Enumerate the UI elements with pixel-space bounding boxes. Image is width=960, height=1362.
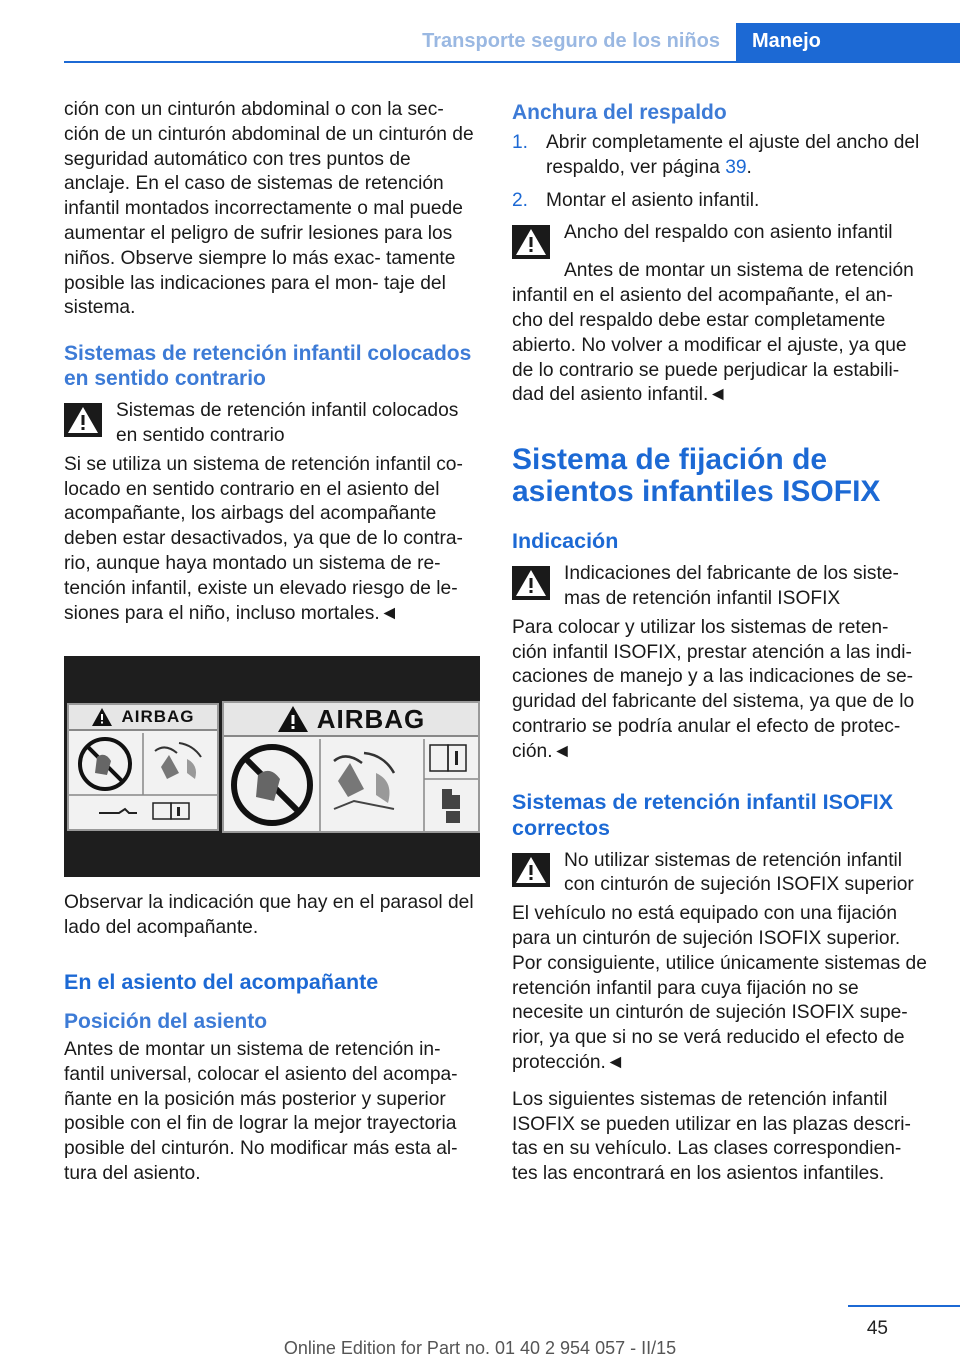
- seat-position-paragraph: Antes de montar un sistema de retención in- fantil universal, colocar el asiento del acompa- ñante en la posición más posterior y superior posible con el fin de lograr la mejor trayectoria posible del cinturón. No modificar más esta al- tura del asiento.: [64, 1038, 458, 1184]
- heading-passenger-seat: En el asiento del acompañante: [64, 969, 379, 994]
- warning-rearward-text: Si se utiliza un sistema de retención infantil co- locado en sentido contrario en el asiento del acompañante, los airbags del acompañante deben estar desactivados, ya que de lo contra- rio, aunque haya montado un sistema de re- tención infantil, existe un elevado riesgo de le- siones para el niño, incluso mortales.◄: [64, 453, 463, 624]
- warning-triangle-icon: [64, 403, 102, 437]
- warning-rearward-title: Sistemas de retención infantil colocados en sentido contrario: [116, 400, 459, 446]
- footer-divider: [848, 1305, 960, 1307]
- rear-facing-seat-prohibited-icon: [224, 739, 478, 831]
- rear-facing-seat-prohibited-icon: [69, 733, 217, 829]
- warning-triangle-icon: [512, 225, 550, 259]
- warning-backrest-width: [512, 221, 928, 265]
- header-section-title: Transporte seguro de los niños: [422, 30, 720, 52]
- heading-indicacion: Indicación: [512, 529, 619, 554]
- heading-seat-position: Posición del asiento: [64, 1009, 268, 1033]
- warning-triangle-icon: [91, 707, 113, 727]
- airbag-label-figure: [64, 656, 480, 877]
- airbag-label-big: [222, 701, 480, 833]
- airbag-label-small-text: AIRBAG: [121, 707, 195, 727]
- step-item: [512, 131, 928, 181]
- page-number: 45: [866, 1318, 888, 1339]
- heading-correct-isofix: Sistemas de retención infantil ISOFIX correctos: [512, 789, 894, 840]
- airbag-label-small: [67, 703, 219, 831]
- step-text-end: .: [746, 156, 752, 178]
- warning-backrest-text: Antes de montar un sistema de retención infantil en el asiento del acompañante, el an- cho del respaldo debe estar completamente abierto. No volver a modificar el ajuste, ya que de lo contrario se puede perjudicar la estabili- dad del asiento infantil.◄: [512, 260, 914, 406]
- warning-triangle-icon: [512, 853, 550, 887]
- step-item: [512, 189, 928, 214]
- backrest-steps-list: [512, 131, 928, 213]
- figure-caption: Observar la indicación que hay en el parasol del lado del acompañante.: [64, 892, 474, 939]
- heading-rearward-restraints: Sistemas de retención infantil colocados en sentido contrario: [64, 342, 472, 391]
- airbag-label-small-header: [69, 705, 217, 731]
- warning-triangle-icon: [277, 705, 309, 733]
- warning-top-tether-title: No utilizar sistemas de retención infantil con cinturón de sujeción ISOFIX superior: [564, 849, 914, 896]
- airbag-label-big-header: [224, 703, 478, 737]
- step-text: Abrir completamente el ajuste del ancho del respaldo, ver página: [546, 132, 920, 178]
- warning-isofix-manufacturer: [512, 562, 928, 612]
- warning-isofix-title: Indicaciones del fabricante de los siste- mas de retención infantil ISOFIX: [564, 563, 899, 609]
- heading-backrest-width: Anchura del respaldo: [512, 101, 727, 124]
- warning-backrest-title: Ancho del respaldo con asiento infantil: [564, 222, 893, 244]
- warning-isofix-text: Para colocar y utilizar los sistemas de reten- ción infantil ISOFIX, prestar atención a las indi- caciones de manejo y a las indicaciones de se- guridad del fabricante del sistema, ya que de lo contrario se podría anular el efecto de protec- ción.◄: [512, 616, 915, 762]
- warning-rearward: [64, 399, 480, 449]
- page-reference-link[interactable]: 39: [725, 156, 747, 178]
- right-column: [512, 98, 928, 1199]
- airbag-label-big-text: AIRBAG: [316, 703, 426, 734]
- step-number: 2.: [512, 189, 529, 211]
- step-text: Montar el asiento infantil.: [546, 189, 760, 211]
- edition-footer: Online Edition for Part no. 01 40 2 954 057 - II/15: [283, 1338, 677, 1358]
- warning-top-tether: [512, 849, 928, 899]
- final-paragraph: Los siguientes sistemas de retención infantil ISOFIX se pueden utilizar en las plazas descri- tas en su vehículo. Las clases correspondien- tes las encontrará en los asientos infantiles.: [512, 1088, 911, 1185]
- header-divider: [64, 61, 960, 63]
- step-number: 1.: [512, 132, 529, 153]
- warning-triangle-icon: [512, 566, 550, 600]
- left-column: [64, 98, 480, 1199]
- intro-paragraph: ción con un cinturón abdominal o con la sec- ción de un cinturón abdominal de un cinturón de seguridad automático con tres puntos de anclaje. En el caso de sistemas de retención infantil montados incorrectamente o mal puede aumentar el peligro de sufrir lesiones para los niños. Observe siempre lo más exac- tamente posible las indicaciones para el mon- taje del sistema.: [64, 99, 474, 319]
- header-chapter-tab: Manejo: [736, 23, 960, 63]
- heading-isofix-system: Sistema de fijación de asientos infantiles ISOFIX: [512, 443, 881, 509]
- warning-top-tether-text: El vehículo no está equipado con una fijación para un cinturón de sujeción ISOFIX superior. Por consiguiente, utilice únicamente sistemas de retención infantil para cuya fijación no se necesite un cinturón de sujeción ISOFIX supe- rior, ya que si no se verá reducido el efecto de protección.◄: [512, 903, 927, 1073]
